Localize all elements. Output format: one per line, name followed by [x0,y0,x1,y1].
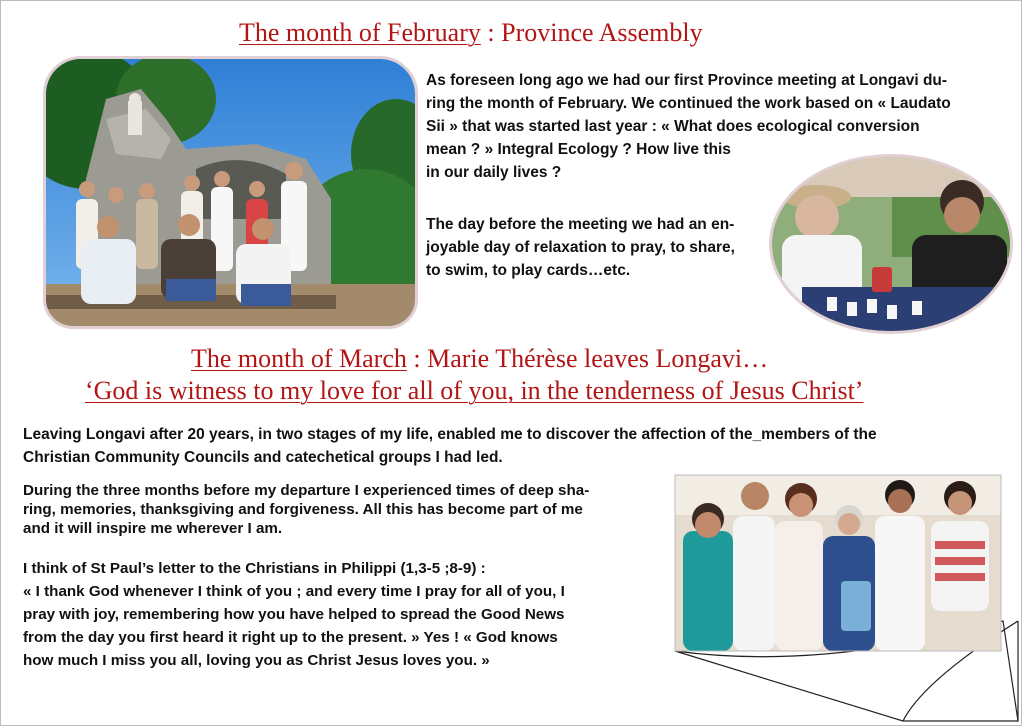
march-heading-topic: : Marie Thérèse leaves Longavi… [406,344,769,373]
march-p2-line-1: During the three months before my departure I experienced times of deep sha- [23,482,590,499]
farewell-photo-curl [673,471,1021,725]
february-heading-topic: Province Assembly [501,18,703,47]
february-p1-line-2: ring the month of February. We continued the work based on « Laudato [426,95,951,112]
card-game-photo [769,154,1013,334]
march-p3-line-4: from the day you first heard it right up to the present. » Yes ! « God knows [23,629,558,646]
march-paragraph-3 [23,557,668,672]
february-p2-line-1: The day before the meeting we had an en- [426,216,735,233]
march-p3-line-3: pray with joy, remembering how you have helped to spread the Good News [23,606,565,623]
march-paragraph-2 [23,481,668,538]
march-p3-line-1: I think of St Paul’s letter to the Christians in Philippi (1,3-5 ;8-9) : [23,560,486,577]
february-p1-line-3: Sii » that was started last year : « What does ecological conversion [426,118,920,135]
february-p1-line-1: As foreseen long ago we had our first Province meeting at Longavi du- [426,72,948,89]
march-quote-text: ‘God is witness to my love for all of you, in the tenderness of Jesus Christ’ [85,376,864,405]
march-p3-line-5: how much I miss you all, loving you as Christ Jesus loves you. » [23,652,490,669]
february-heading-month: The month of February [239,18,481,47]
march-p3-line-2: « I thank God whenever I think of you ; and every time I pray for all of you, I [23,583,565,600]
february-p1-line-4: mean ? » Integral Ecology ? How live this [426,141,731,158]
march-paragraph-1 [23,423,1013,469]
february-p2-line-3: to swim, to play cards…etc. [426,262,631,279]
march-p1-line-2: Christian Community Councils and catechetical groups I had led. [23,449,503,466]
february-heading [239,17,799,49]
february-p1-line-5: in our daily lives ? [426,164,562,181]
farewell-photo-frame [673,471,1021,725]
march-heading [191,343,891,375]
march-p2-line-2: ring, memories, thanksgiving and forgiveness. All this has become part of me [23,501,583,518]
february-heading-separator: : [480,18,502,47]
march-heading-month: The month of March [191,344,407,373]
march-p2-line-3: and it will inspire me wherever I am. [23,520,283,537]
group-photo-grotto [43,56,418,329]
march-quote-heading [85,375,965,407]
february-p2-line-2: joyable day of relaxation to pray, to share, [426,239,735,256]
card-game-photo-image [772,157,1013,334]
february-paragraph-2 [426,213,771,282]
march-p1-line-1: Leaving Longavi after 20 years, in two stages of my life, enabled me to discover the affection of the_members of the [23,426,877,443]
group-photo-grotto-image [46,59,418,329]
